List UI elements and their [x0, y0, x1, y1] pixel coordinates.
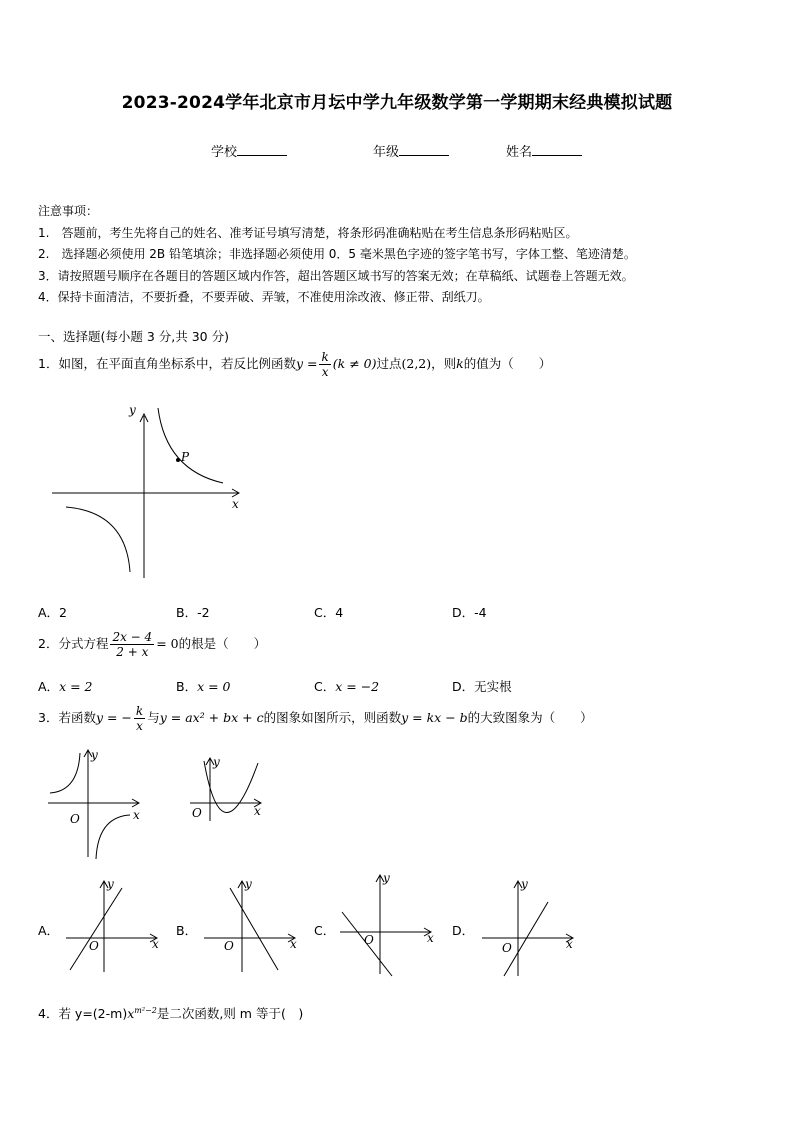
q2-fraction — [110, 630, 154, 659]
q2-option-c-letter: C． — [314, 679, 336, 694]
grade-label: 年级 — [373, 145, 400, 160]
q2-option-a-math: x = 2 — [59, 679, 93, 694]
q3-frac-num: k — [135, 704, 144, 718]
q1-option-c: C．4 — [314, 605, 344, 620]
q3-option-d-graph — [478, 876, 580, 980]
q1-p-label: P — [181, 450, 190, 464]
q3-func1-lhs: y = − — [95, 710, 132, 725]
q3-d-o-label: O — [502, 941, 512, 955]
q2-option-a — [38, 677, 93, 695]
q1-point-p — [176, 458, 180, 462]
q2-frac-num: 2x − 4 — [112, 630, 153, 644]
q3-g1-x-label: x — [133, 808, 140, 822]
q3-func3: y = kx − b — [401, 710, 468, 725]
q3-given-graph-parabola — [186, 755, 270, 827]
q3-a-o-label: O — [89, 939, 99, 953]
q2-option-d-letter: D． — [452, 679, 475, 694]
q3-d-y-label: y — [521, 877, 528, 891]
notes-item-4: 4．保持卡面清洁，不要折叠，不要弄破、弄皱，不准使用涂改液、修正带、刮纸刀。 — [38, 290, 490, 304]
q3-mid: 与 — [147, 710, 160, 725]
q2-frac-den: 2 + x — [116, 645, 149, 659]
q3-fraction — [134, 704, 145, 733]
question-1 — [38, 350, 551, 379]
q1-var: k — [456, 356, 464, 371]
q3-func2: y = ax² + bx + c — [159, 710, 264, 725]
q1-curve-upper — [158, 408, 223, 483]
q3-option-a-letter: A． — [38, 923, 60, 938]
name-blank — [532, 143, 582, 156]
q3-mid2: 的图象如图所示，则函数 — [263, 710, 402, 725]
notes-item-1: 1. 答题前，考生先将自己的姓名、准考证号填写清楚，将条形码准确粘贴在考生信息条形码粘贴区。 — [38, 225, 578, 240]
school-field — [211, 141, 287, 160]
q3-c-y-label: y — [383, 871, 390, 885]
q2-option-b — [176, 677, 231, 695]
q1-mid2: ，则 — [431, 356, 457, 371]
q2-option-a-letter: A． — [38, 679, 60, 694]
q3-b-y-label: y — [245, 877, 252, 891]
question-3 — [38, 704, 593, 733]
q3-option-a-graph — [62, 876, 164, 976]
question-4 — [38, 1004, 303, 1022]
q2-option-b-math: x = 0 — [197, 679, 231, 694]
name-field — [506, 141, 582, 160]
q1-point: (2,2) — [401, 356, 432, 371]
q4-exponent: m²−2 — [134, 1005, 157, 1015]
question-2 — [38, 630, 266, 659]
q2-option-c-math: x = −2 — [335, 679, 380, 694]
q1-func-lhs: y = — [295, 356, 318, 371]
q1-y-label: y — [129, 403, 136, 417]
q1-curve-lower — [66, 507, 130, 572]
q3-option-b-letter: B． — [176, 923, 198, 938]
q3-g1-y-label: y — [91, 748, 98, 762]
q3-suffix: 的大致图象为（ ） — [467, 710, 593, 725]
q2-option-c — [314, 677, 379, 695]
q2-option-b-letter: B． — [176, 679, 198, 694]
q3-b-x-label: x — [290, 937, 297, 951]
notes-item-3: 3．请按照题号顺序在各题目的答题区域内作答，超出答题区域书写的答案无效；在草稿纸、试题卷上答题无效。 — [38, 268, 634, 283]
q3-option-c-graph — [336, 870, 438, 980]
page-title: 2023-2024学年北京市月坛中学九年级数学第一学期期末经典模拟试题 — [121, 93, 673, 113]
grade-blank — [399, 143, 449, 156]
q3-b-o-label: O — [224, 939, 234, 953]
name-label: 姓名 — [506, 145, 533, 160]
q1-option-a: A．2 — [38, 605, 68, 620]
notes-heading: 注意事项： — [38, 204, 99, 218]
notes-block — [38, 201, 636, 309]
school-blank — [237, 143, 287, 156]
q1-frac-den: x — [321, 365, 329, 379]
q3-option-d-letter: D． — [452, 923, 475, 938]
q3-option-c-letter: C． — [314, 923, 336, 938]
notes-item-2: 2. 选择题必须使用 2B 铅笔填涂；非选择题必须使用 0．5 毫米黑色字迹的签字笔书写，字体工整、笔迹清楚。 — [38, 247, 636, 261]
q3-g1-o-label: O — [70, 812, 80, 826]
q3-frac-den: x — [136, 719, 143, 733]
q2-prefix: 2．分式方程 — [38, 636, 109, 651]
q1-fraction — [319, 350, 330, 379]
q2-option-d — [452, 677, 512, 695]
q1-option-b: B．-2 — [176, 605, 210, 620]
q3-c-x-label: x — [427, 931, 434, 945]
q3-a-y-label: y — [107, 877, 114, 891]
q3-g2-x-label: x — [254, 804, 261, 818]
grade-field — [373, 141, 449, 160]
q3-prefix: 3．若函数 — [38, 710, 96, 725]
q3-c-o-label: O — [364, 933, 374, 947]
q1-option-d: D．-4 — [452, 605, 487, 620]
q4-base: x — [127, 1006, 135, 1021]
q1-frac-num: k — [321, 350, 329, 364]
q3-given-graph-hyperbola — [44, 745, 150, 865]
school-label: 学校 — [211, 145, 238, 160]
q2-suffix: 的根是（ ） — [178, 636, 267, 651]
q3-g2-o-label: O — [192, 806, 202, 820]
q2-option-d-text: 无实根 — [474, 679, 512, 694]
section-heading: 一、选择题(每小题 3 分,共 30 分) — [38, 329, 229, 344]
q3-g2-y-label: y — [213, 755, 220, 769]
q1-prefix: 1．如图，在平面直角坐标系中，若反比例函数 — [38, 356, 296, 371]
q2-eq: = 0 — [156, 636, 179, 651]
q1-x-label: x — [232, 497, 239, 511]
q4-prefix: 4．若 y=(2-m) — [38, 1006, 128, 1021]
q1-mid: 过点 — [376, 356, 402, 371]
q1-graph — [48, 400, 248, 582]
q1-condition: (k ≠ 0) — [332, 356, 377, 371]
q4-suffix: 是二次函数,则 m 等于( ) — [156, 1006, 304, 1021]
q3-a-x-label: x — [152, 937, 159, 951]
q1-suffix: 的值为（ ） — [463, 356, 552, 371]
q3-d-x-label: x — [566, 937, 573, 951]
q3-option-b-graph — [200, 876, 302, 976]
